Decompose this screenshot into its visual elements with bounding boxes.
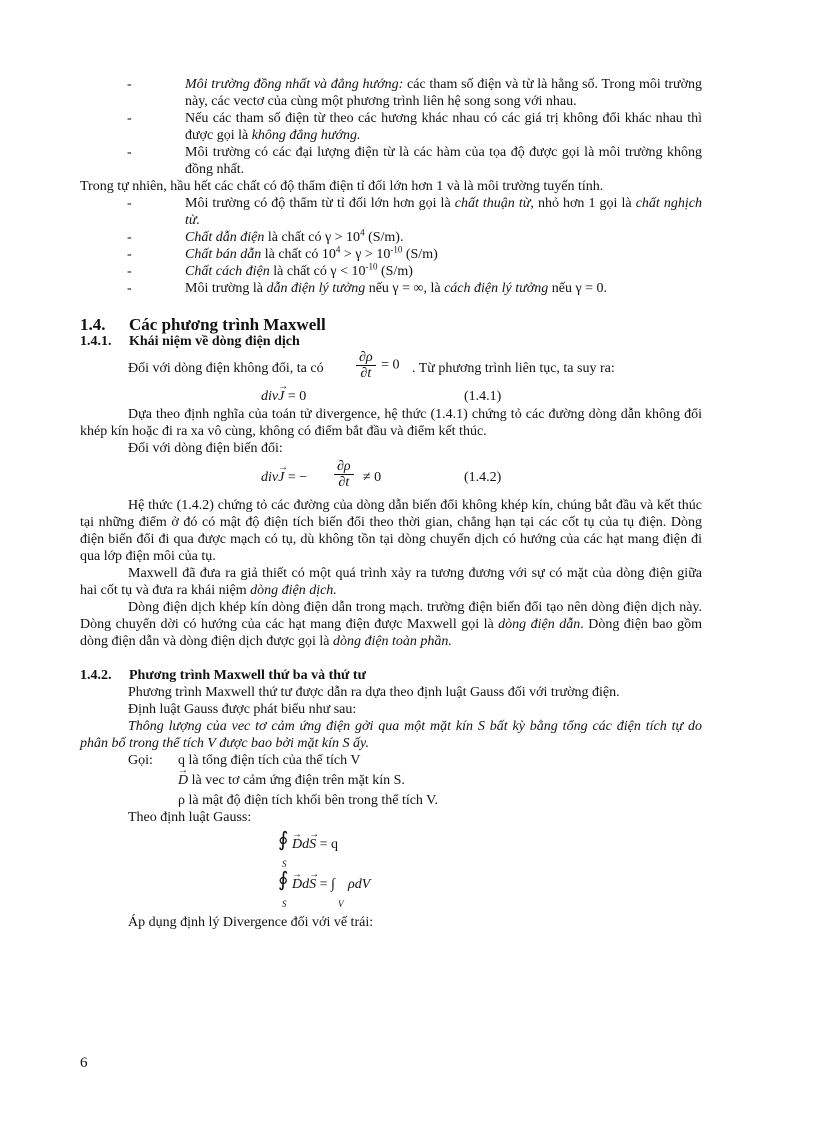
list-item: - Chất dẫn điện là chất có $\gamma > 10^4$ (S/m).: [127, 227, 404, 245]
section-heading-1-4-1: 1.4.1. Khái niệm về dòng điện dịch: [80, 334, 300, 349]
paragraph-gauss-statement-intro: Định luật Gauss được phát biểu như sau:: [128, 702, 357, 717]
equation-gauss-2: ∮ S → Dd→ S = ∫ V ρdV: [80, 866, 702, 910]
paragraph-constant-current: Đối với dòng điện không đổi, ta có $\frac{\partial\rho}{\partial t}$ = 0 . Từ phương trình liên tục, ta suy ra:: [128, 350, 615, 381]
paragraph-divergence: Dựa theo định nghĩa của toán tử divergence, hệ thức (1.4.1) chứng tỏ các đường dòng dẫn không đổi khép kín hoặc đi ra xa vô cùng, không có điểm bắt đầu và điểm kết thúc.: [80, 407, 702, 439]
paragraph-nature: Trong tự nhiên, hầu hết các chất có độ thẩm điện tỉ đối lớn hơn 1 và là môi trường tuyến tính.: [80, 179, 604, 194]
section-heading-1-4: 1.4. Các phương trình Maxwell: [80, 315, 326, 334]
paragraph-varying-current: Đối với dòng điện biến đổi:: [128, 441, 283, 456]
page-content: [80, 76, 702, 931]
partial-fraction: $\frac{\partial\rho}{\partial t}$: [334, 459, 354, 490]
paragraph-maxwell-hypothesis: Maxwell đã đưa ra giả thiết có một quá trình xảy ra tương đương với sự có mặt của dòng điện giữa hai cốt tụ và đưa ra khái niệm dòng điện dịch.: [80, 566, 702, 598]
paragraph-displacement-current: Dòng điện dịch khép kín dòng điện dẫn trong mạch. trường điện biến đổi tạo nên dòng điện dịch này. Dòng chuyển dời có hướng của các hạt mang điện được Maxwell gọi là dòng điện dẫn. Dòng điện bao gồm dòng điện dẫn và dòng điện dịch được gọi là dòng điện toàn phần.: [80, 600, 702, 649]
paragraph-gauss-formula: Theo định luật Gauss:: [128, 810, 252, 825]
section-heading-1-4-2: 1.4.2. Phương trình Maxwell thứ ba và thứ tư: [80, 668, 366, 683]
list-item: - Môi trường là dẫn điện lý tưởng nếu γ = ∞, là cách điện lý tưởng nếu γ = 0.: [127, 281, 608, 296]
list-item: - Nếu các tham số điện từ theo các hương khác nhau có các giá trị không đổi khác nhau thì được gọi là không đẳng hướng.: [127, 111, 702, 143]
list-item: - Chất bán dẫn là chất có $10^4 > \gamma > 10^{-10}$ (S/m): [127, 244, 438, 262]
equation-1-4-2: div→ J = − $\frac{\partial\rho}{\partial t}$ ≠ 0 (1.4.2): [80, 457, 702, 497]
paragraph-relation: Hệ thức (1.4.2) chứng tỏ các đường của dòng dẫn biến đổi không khép kín, chúng bắt đầu và kết thúc tại những điểm ở đó có mật độ điện tích biến đổi theo thời gian, chẳng hạn tại các cốt tụ của tụ điện. Dòng điện biến đổi đi qua được mạch có tụ, dù không tồn tại dòng chuyển dịch có hướng của các hạt mang điện đi qua lớp điện môi của tụ.: [80, 498, 702, 564]
equation-1-4-1: div→ J = 0 (1.4.1): [80, 386, 702, 406]
list-item: - Chất cách điện là chất có $\gamma < 10^{-10}$ (S/m): [127, 261, 413, 279]
equation-gauss-1: ∮ S → Dd→ S = q: [80, 826, 702, 866]
list-item: - Môi trường đồng nhất và đẳng hướng: các tham số điện và từ là hằng số. Trong môi trường này, các vectơ của cùng một phương trình liên hệ song song với nhau.: [127, 77, 703, 109]
paragraph-gauss-law: Thông lượng của vec tơ cảm ứng điện gởi qua một mặt kín S bất kỳ bằng tổng các điện tích tự do phân bố trong thể tích V được bao bởi mặt kín S ấy.: [80, 719, 702, 751]
paragraph-gauss-intro: Phương trình Maxwell thứ tư được dẫn ra dựa theo định luật Gauss đối với trường điện.: [128, 685, 620, 700]
page-number: 6: [80, 1055, 88, 1071]
list-item: - Môi trường có các đại lượng điện từ là các hàm của tọa độ được gọi là môi trường không đồng nhất.: [127, 145, 702, 177]
paragraph-divergence-theorem: Áp dụng định lý Divergence đối với vế trái:: [128, 915, 374, 930]
partial-fraction: $\frac{\partial\rho}{\partial t}$: [356, 350, 376, 381]
definition-row: Gọi: q là tổng điện tích của thể tích V: [128, 753, 361, 768]
list-item: - Môi trường có độ thẩm từ tỉ đối lớn hơn gọi là chất thuận từ, nhỏ hơn 1 gọi là chất nghịch từ.: [127, 196, 702, 228]
definition-row: ρ là mật độ điện tích khối bên trong thể tích V.: [178, 793, 438, 808]
definition-row: → D là vec tơ cảm ứng điện trên mặt kín S.: [80, 769, 702, 792]
